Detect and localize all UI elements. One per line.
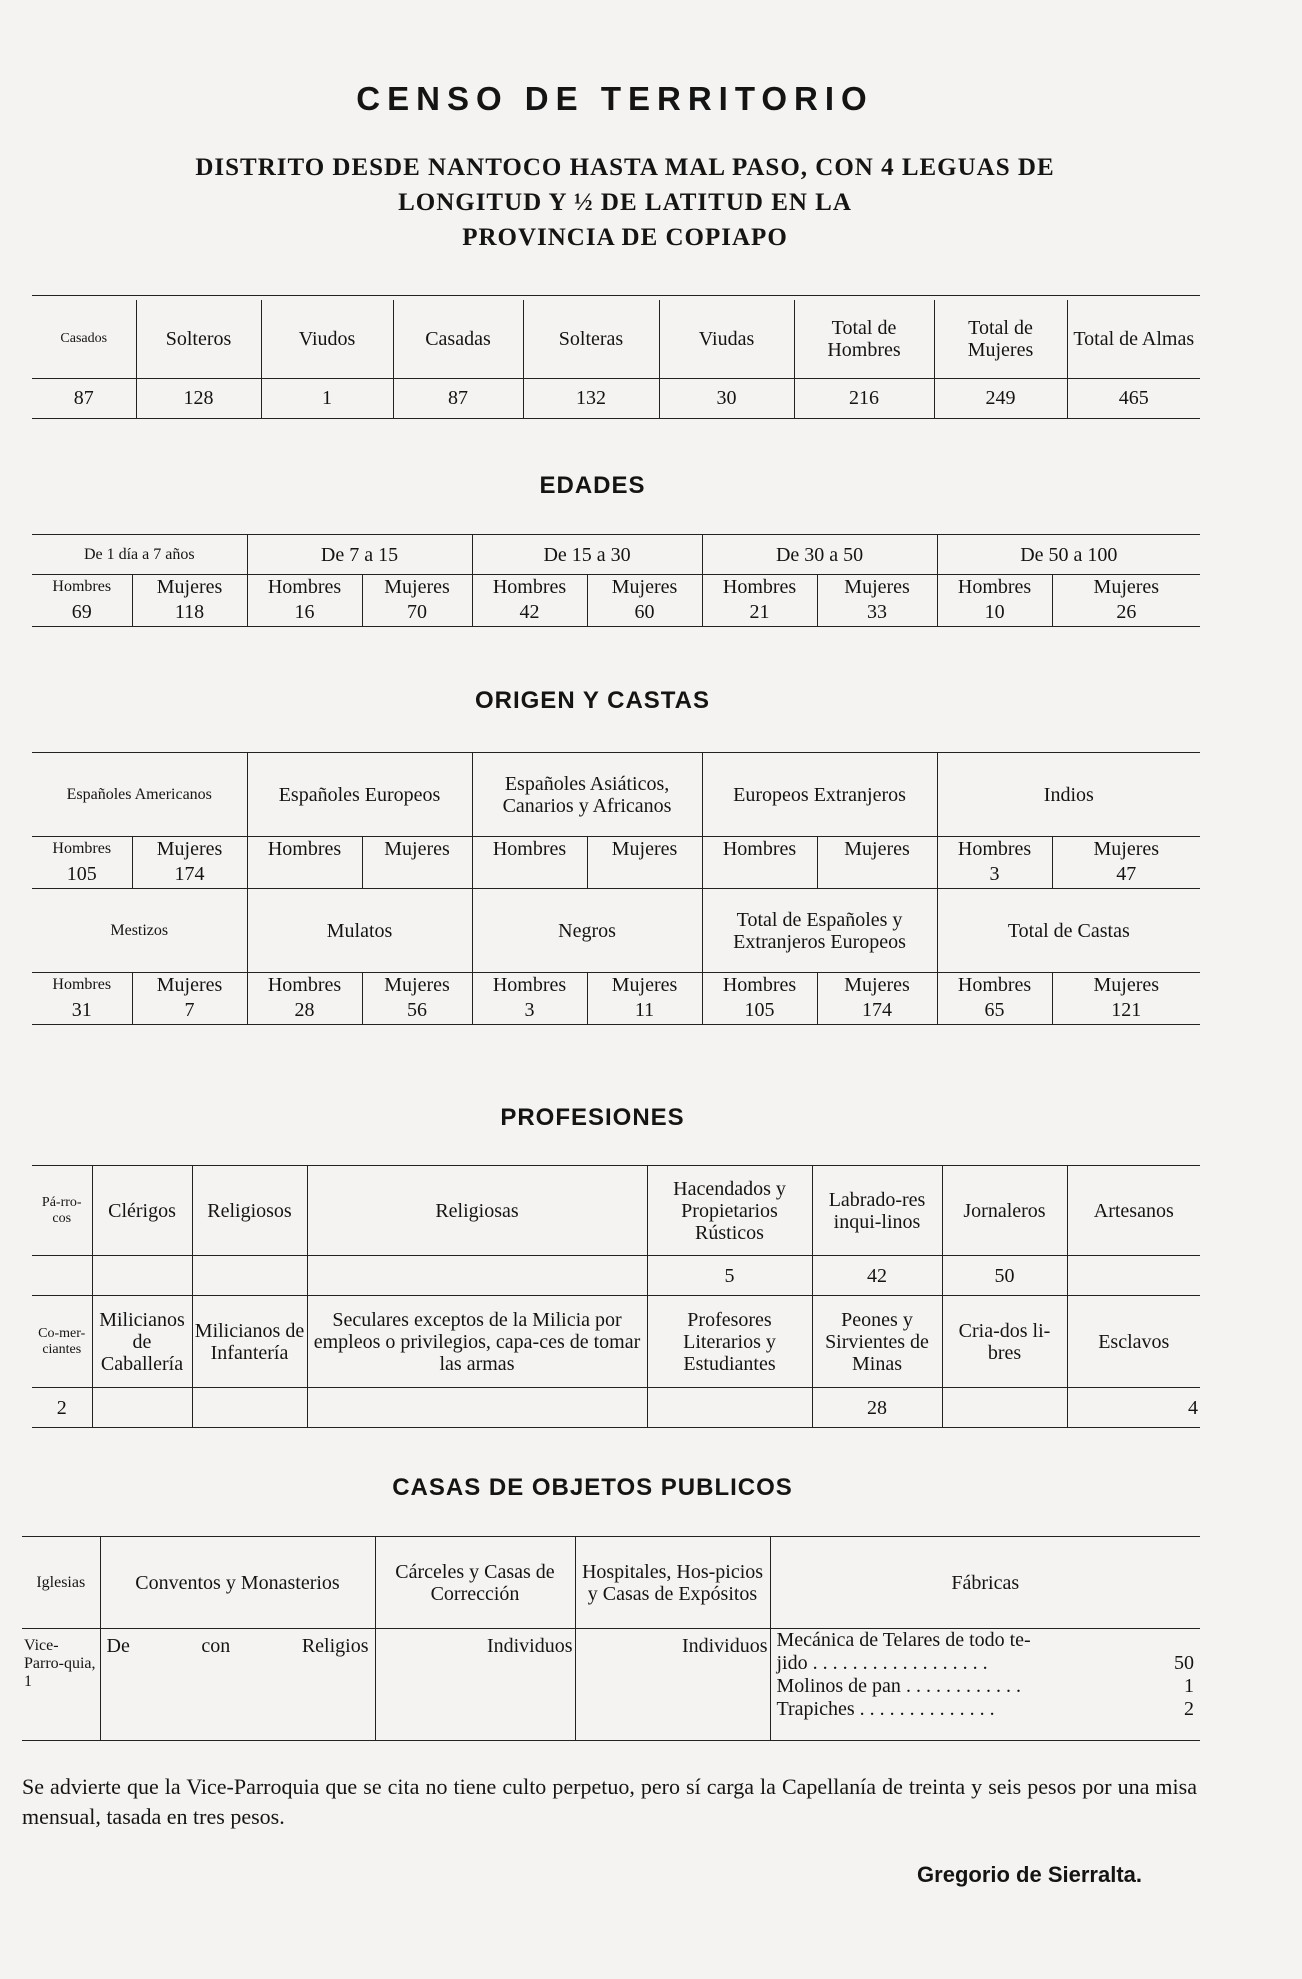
casas-header: Iglesias bbox=[22, 1537, 100, 1629]
conventos-word: Religios bbox=[301, 1635, 369, 1657]
value-cell: 69 bbox=[32, 599, 132, 627]
rule bbox=[32, 295, 1200, 296]
value-cell bbox=[307, 1256, 647, 1296]
value-cell: 56 bbox=[362, 997, 472, 1025]
value-cell bbox=[942, 1388, 1067, 1428]
fabrica-value: 1 bbox=[1184, 1675, 1194, 1697]
value-cell: 118 bbox=[132, 599, 247, 627]
value-cell: 11 bbox=[587, 997, 702, 1025]
sex-cell: Mujeres bbox=[1052, 575, 1200, 599]
sex-cell: Hombres bbox=[702, 837, 817, 861]
casas-table bbox=[22, 1536, 1200, 1741]
footnote: Se advierte que la Vice-Parroquia que se cita no tiene culto perpetuo, pero sí carga la Capellanía de treinta y seis pesos por una misa mensual, tasada en tres pesos. bbox=[22, 1774, 1197, 1829]
profession-header: Clérigos bbox=[92, 1166, 192, 1256]
sex-cell: Mujeres bbox=[362, 837, 472, 861]
value-cell: 60 bbox=[587, 599, 702, 627]
profession-header: Peones y Sirvientes de Minas bbox=[812, 1296, 942, 1388]
sex-cell: Hombres bbox=[472, 575, 587, 599]
value-cell: 42 bbox=[812, 1256, 942, 1296]
fabrica-value: 50 bbox=[1174, 1652, 1194, 1674]
value-cell: 26 bbox=[1052, 599, 1200, 627]
section-title: ORIGEN Y CASTAS bbox=[474, 687, 711, 714]
fabrica-leader: . . . . . . . . . . . . . . . . . . bbox=[812, 1652, 988, 1674]
value-cell: 249 bbox=[934, 378, 1067, 418]
value-cell: 216 bbox=[794, 378, 934, 418]
conventos-cell bbox=[100, 1629, 375, 1741]
casas-header: Hospitales, Hos-picios y Casas de Expósitos bbox=[575, 1537, 770, 1629]
value-cell: 5 bbox=[647, 1256, 812, 1296]
header-cell: Casadas bbox=[393, 300, 523, 378]
profession-header: Labrado-res inqui-linos bbox=[812, 1166, 942, 1256]
conventos-word: con bbox=[201, 1635, 231, 1657]
age-group-cell: De 1 día a 7 años bbox=[32, 535, 247, 575]
age-group-cell: De 30 a 50 bbox=[702, 535, 937, 575]
age-group-cell: De 15 a 30 bbox=[472, 535, 702, 575]
value-cell: 33 bbox=[817, 599, 937, 627]
profession-header: Jornaleros bbox=[942, 1166, 1067, 1256]
sex-cell: Mujeres bbox=[1052, 973, 1200, 997]
casas-header: Cárceles y Casas de Corrección bbox=[375, 1537, 575, 1629]
header-cell: Casados bbox=[32, 300, 136, 378]
sex-cell: Mujeres bbox=[132, 837, 247, 861]
value-cell bbox=[817, 861, 937, 889]
value-cell bbox=[472, 861, 587, 889]
sex-cell: Hombres bbox=[52, 975, 112, 993]
value-cell bbox=[307, 1388, 647, 1428]
fabrica-row bbox=[777, 1698, 1195, 1721]
origin-group-cell: Españoles Europeos bbox=[247, 753, 472, 837]
profession-header: Hacendados y Propietarios Rústicos bbox=[647, 1166, 812, 1256]
sex-cell: Mujeres bbox=[132, 575, 247, 599]
sex-cell: Mujeres bbox=[1052, 837, 1200, 861]
value-cell bbox=[92, 1388, 192, 1428]
value-cell: 16 bbox=[247, 599, 362, 627]
header-cell: Total de Mujeres bbox=[934, 300, 1067, 378]
value-cell: 10 bbox=[937, 599, 1052, 627]
header-cell: Viudas bbox=[659, 300, 794, 378]
value-cell: 3 bbox=[937, 861, 1052, 889]
fabrica-row bbox=[777, 1629, 1195, 1652]
value-cell: 7 bbox=[132, 997, 247, 1025]
sex-cell: Hombres bbox=[937, 973, 1052, 997]
profession-header: Esclavos bbox=[1067, 1296, 1200, 1388]
value-cell bbox=[1067, 1256, 1200, 1296]
value-cell: 28 bbox=[247, 997, 362, 1025]
page-title: CENSO DE TERRITORIO bbox=[356, 80, 874, 117]
value-cell: 50 bbox=[942, 1256, 1067, 1296]
fabrica-name: Molinos de pan bbox=[776, 1675, 901, 1697]
value-cell: 3 bbox=[472, 997, 587, 1025]
header-cell: Total de Hombres bbox=[794, 300, 934, 378]
fabrica-name: Mecánica de Telares de todo te- bbox=[776, 1629, 1031, 1651]
value-cell: 21 bbox=[702, 599, 817, 627]
value-cell: 105 bbox=[32, 861, 132, 889]
profession-header: Religiosas bbox=[307, 1166, 647, 1256]
profession-header: Milicianos de Caballería bbox=[92, 1296, 192, 1388]
origin-group-cell: Total de Españoles y Extranjeros Europeos bbox=[702, 889, 937, 973]
fabrica-row bbox=[777, 1652, 1195, 1675]
carceles-cell: Individuos bbox=[375, 1629, 575, 1741]
sex-cell: Hombres bbox=[52, 839, 112, 857]
sex-cell: Mujeres bbox=[587, 973, 702, 997]
value-cell bbox=[702, 861, 817, 889]
age-group-cell: De 50 a 100 bbox=[937, 535, 1200, 575]
subtitle-line: PROVINCIA DE COPIAPO bbox=[462, 224, 788, 251]
profession-header: Artesanos bbox=[1067, 1166, 1200, 1256]
value-cell: 174 bbox=[132, 861, 247, 889]
edades-table bbox=[32, 534, 1200, 627]
value-cell bbox=[587, 861, 702, 889]
iglesias-cell: Vice-Parro-quia, 1 bbox=[22, 1629, 100, 1741]
fabrica-row bbox=[777, 1675, 1195, 1698]
hospitales-cell: Individuos bbox=[575, 1629, 770, 1741]
header-cell: Total de Almas bbox=[1067, 300, 1200, 378]
sex-cell: Hombres bbox=[247, 973, 362, 997]
value-cell bbox=[647, 1388, 812, 1428]
sex-cell: Mujeres bbox=[817, 973, 937, 997]
value-cell bbox=[192, 1388, 307, 1428]
value-cell: 87 bbox=[393, 378, 523, 418]
sex-cell: Hombres bbox=[247, 575, 362, 599]
origin-group-cell: Total de Castas bbox=[937, 889, 1200, 973]
value-cell: 31 bbox=[32, 997, 132, 1025]
value-cell bbox=[247, 861, 362, 889]
value-cell: 132 bbox=[523, 378, 659, 418]
fabricas-list bbox=[770, 1629, 1200, 1741]
fabrica-name: jido bbox=[776, 1652, 808, 1674]
origin-group-cell: Mulatos bbox=[247, 889, 472, 973]
header-cell: Solteras bbox=[523, 300, 659, 378]
estado-table bbox=[32, 300, 1200, 419]
sex-cell: Hombres bbox=[937, 837, 1052, 861]
sex-cell: Mujeres bbox=[362, 973, 472, 997]
value-cell: 70 bbox=[362, 599, 472, 627]
casas-header: Fábricas bbox=[770, 1537, 1200, 1629]
signature: Gregorio de Sierralta. bbox=[917, 1862, 1142, 1887]
page-subtitle bbox=[60, 150, 1190, 255]
value-cell: 105 bbox=[702, 997, 817, 1025]
section-title: EDADES bbox=[539, 472, 646, 499]
value-cell: 28 bbox=[812, 1388, 942, 1428]
value-cell: 121 bbox=[1052, 997, 1200, 1025]
fabrica-name: Trapiches bbox=[776, 1698, 855, 1720]
value-cell: 87 bbox=[32, 378, 136, 418]
value-cell: 47 bbox=[1052, 861, 1200, 889]
value-cell: 30 bbox=[659, 378, 794, 418]
value-cell bbox=[32, 1256, 92, 1296]
fabrica-leader: . . . . . . . . . . . . bbox=[905, 1675, 1021, 1697]
origin-group-cell: Indios bbox=[937, 753, 1200, 837]
subtitle-line: DISTRITO DESDE NANTOCO HASTA MAL PASO, CON 4 LEGUAS DE bbox=[195, 154, 1055, 181]
fabrica-value: 2 bbox=[1184, 1698, 1194, 1720]
age-group-cell: De 7 a 15 bbox=[247, 535, 472, 575]
sex-cell: Hombres bbox=[472, 837, 587, 861]
section-title: PROFESIONES bbox=[500, 1104, 685, 1131]
sex-cell: Mujeres bbox=[817, 575, 937, 599]
sex-cell: Hombres bbox=[247, 837, 362, 861]
sex-cell: Mujeres bbox=[587, 575, 702, 599]
origin-group-cell: Negros bbox=[472, 889, 702, 973]
header-cell: Viudos bbox=[261, 300, 393, 378]
origin-group-cell: Mestizos bbox=[32, 889, 247, 973]
profesiones-table bbox=[32, 1165, 1200, 1428]
value-cell: 1 bbox=[261, 378, 393, 418]
value-cell: 65 bbox=[937, 997, 1052, 1025]
sex-cell: Hombres bbox=[52, 577, 112, 595]
sex-cell: Mujeres bbox=[132, 973, 247, 997]
sex-cell: Mujeres bbox=[587, 837, 702, 861]
origin-group-cell: Europeos Extranjeros bbox=[702, 753, 937, 837]
origin-group-cell: Españoles Americanos bbox=[32, 753, 247, 837]
profession-header: Seculares exceptos de la Milicia por empleos o privilegios, capa-ces de tomar las armas bbox=[307, 1296, 647, 1388]
sex-cell: Mujeres bbox=[362, 575, 472, 599]
section-title: CASAS DE OBJETOS PUBLICOS bbox=[392, 1474, 793, 1501]
profession-header: Milicianos de Infantería bbox=[192, 1296, 307, 1388]
sex-cell: Mujeres bbox=[817, 837, 937, 861]
fabrica-leader: . . . . . . . . . . . . . . bbox=[859, 1698, 995, 1720]
value-cell: 42 bbox=[472, 599, 587, 627]
value-cell: 465 bbox=[1067, 378, 1200, 418]
value-cell: 128 bbox=[136, 378, 261, 418]
casas-header: Conventos y Monasterios bbox=[100, 1537, 375, 1629]
sex-cell: Hombres bbox=[937, 575, 1052, 599]
profession-header: Profesores Literarios y Estudiantes bbox=[647, 1296, 812, 1388]
origin-group-cell: Españoles Asiáticos, Canarios y Africanos bbox=[472, 753, 702, 837]
subtitle-line: LONGITUD Y ½ DE LATITUD EN LA bbox=[398, 189, 852, 216]
profession-header: Co-mer-ciantes bbox=[32, 1296, 92, 1388]
origen-table bbox=[32, 752, 1200, 1025]
value-cell: 174 bbox=[817, 997, 937, 1025]
fabrica-value bbox=[1174, 1629, 1194, 1652]
sex-cell: Hombres bbox=[472, 973, 587, 997]
header-cell: Solteros bbox=[136, 300, 261, 378]
profession-header: Cria-dos li-bres bbox=[942, 1296, 1067, 1388]
profession-header: Pá-rro-cos bbox=[32, 1166, 92, 1256]
value-cell bbox=[192, 1256, 307, 1296]
value-cell bbox=[362, 861, 472, 889]
conventos-word: De bbox=[106, 1635, 130, 1657]
sex-cell: Hombres bbox=[702, 973, 817, 997]
profession-header: Religiosos bbox=[192, 1166, 307, 1256]
value-cell: 2 bbox=[32, 1388, 92, 1428]
sex-cell: Hombres bbox=[702, 575, 817, 599]
value-cell bbox=[92, 1256, 192, 1296]
value-cell: 4 bbox=[1067, 1388, 1200, 1428]
